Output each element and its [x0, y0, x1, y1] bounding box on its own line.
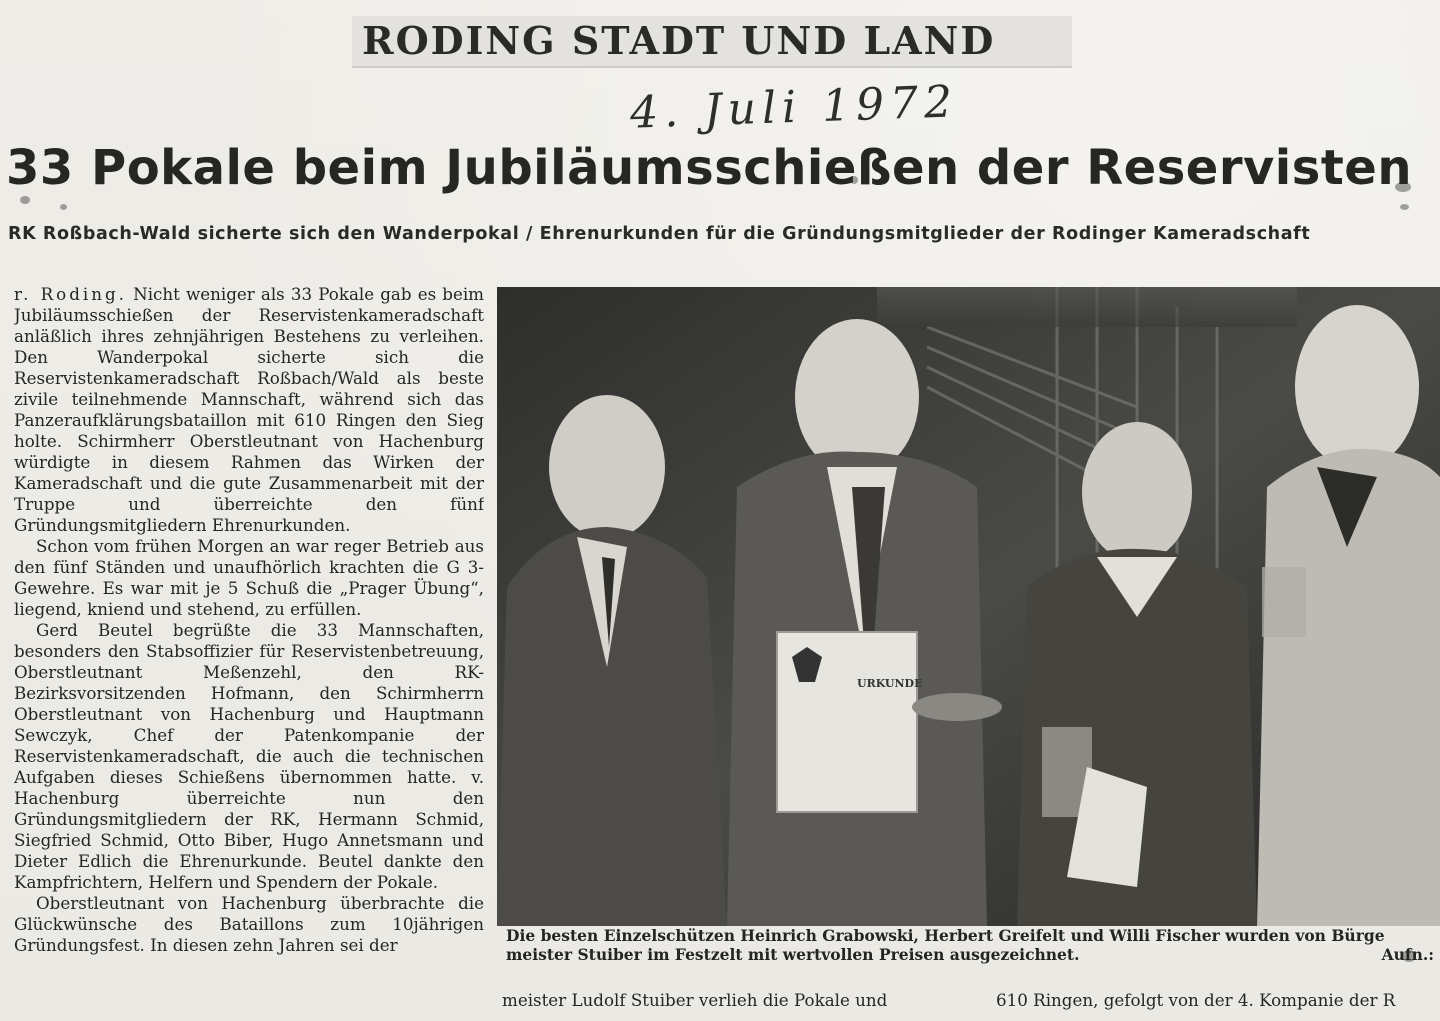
article-paragraph	[14, 284, 484, 536]
continued-column-2: meister Ludolf Stuiber verlieh die Pokale und	[502, 990, 888, 1010]
plate	[912, 693, 1002, 721]
article-subheadline: RK Roßbach-Wald sicherte sich den Wanderpokal / Ehrenurkunden für die Gründungsmitglieder der Rodinger Kameradschaft	[8, 224, 1311, 244]
caption-line: meister Stuiber im Festzelt mit wertvollen Preisen ausgezeichnet.	[506, 945, 1080, 964]
article-photo	[497, 287, 1440, 926]
caption-line: Die besten Einzelschützen Heinrich Grabowski, Herbert Greifelt und Willi Fischer wurden von Bürge	[506, 926, 1385, 945]
article-body-column	[14, 284, 484, 1004]
article-dateline: r. Roding.	[14, 284, 127, 304]
photo-illustration	[497, 287, 1440, 926]
article-paragraph: Oberstleutnant von Hachenburg überbrachte die Glückwünsche des Bataillons zum 10jährigen Gründungsfest. In diesen zehn Jahren sei der	[14, 893, 484, 955]
handwritten-date: 4. Juli 1972	[629, 76, 959, 139]
article-paragraph: Gerd Beutel begrüßte die 33 Mannschaften, besonders den Stabsoffizier für Reservistenbetreuung, Oberstleutnant Meßenzehl, den RK-Bezirksvorsitzenden Hofmann, den Schirmherrn Oberstleutnant von Hachenburg und Hauptmann Sewczyk, Chef der Patenkompanie der Reservistenkameradschaft, die auch die technischen Aufgaben dieses Schießens übernommen hatte. v. Hachenburg überreichte nun den Gründungsmitgliedern der RK, Hermann Schmid, Siegfried Schmid, Otto Biber, Hugo Annetsmann und Dieter Edlich die Ehrenurkunde. Beutel dankte den Kampfrichtern, Helfern und Spendern der Pokale.	[14, 620, 484, 892]
article-headline: 33 Pokale beim Jubiläumsschießen der Reservisten	[6, 140, 1412, 196]
tent-ceiling	[877, 287, 1297, 327]
article-paragraph: Schon vom frühen Morgen an war reger Betrieb aus den fünf Ständen und unaufhörlich krachten die G 3-Gewehre. Es war mit je 5 Schuß die „Prager Übung“, liegend, kniend und stehend, zu erfüllen.	[14, 536, 484, 619]
glass	[1262, 567, 1306, 637]
photo-credit: Aufn.:	[1381, 945, 1434, 964]
photo-caption	[506, 926, 1440, 964]
article-paragraph-text: Nicht weniger als 33 Pokale gab es beim Jubiläumsschießen der Reservistenkameradschaft anläßlich ihres zehnjährigen Bestehens zu verleihen. Den Wanderpokal sicherte sich die Reservistenkameradschaft Roßbach/Wald als beste zivile teilnehmende Mannschaft, während sich das Panzeraufklärungsbataillon mit 610 Ringen den Sieg holte. Schirmherr Oberstleutnant von Hachenburg würdigte in diesem Rahmen das Wirken der Kameradschaft und die gute Zusammenarbeit mit der Truppe und überreichte den fünf Gründungsmitgliedern Ehrenurkunden.	[14, 284, 484, 535]
certificate-label: URKUNDE	[857, 677, 923, 690]
section-title: RODING STADT UND LAND	[362, 18, 996, 63]
continued-column-3: 610 Ringen, gefolgt von der 4. Kompanie der R	[996, 990, 1396, 1010]
